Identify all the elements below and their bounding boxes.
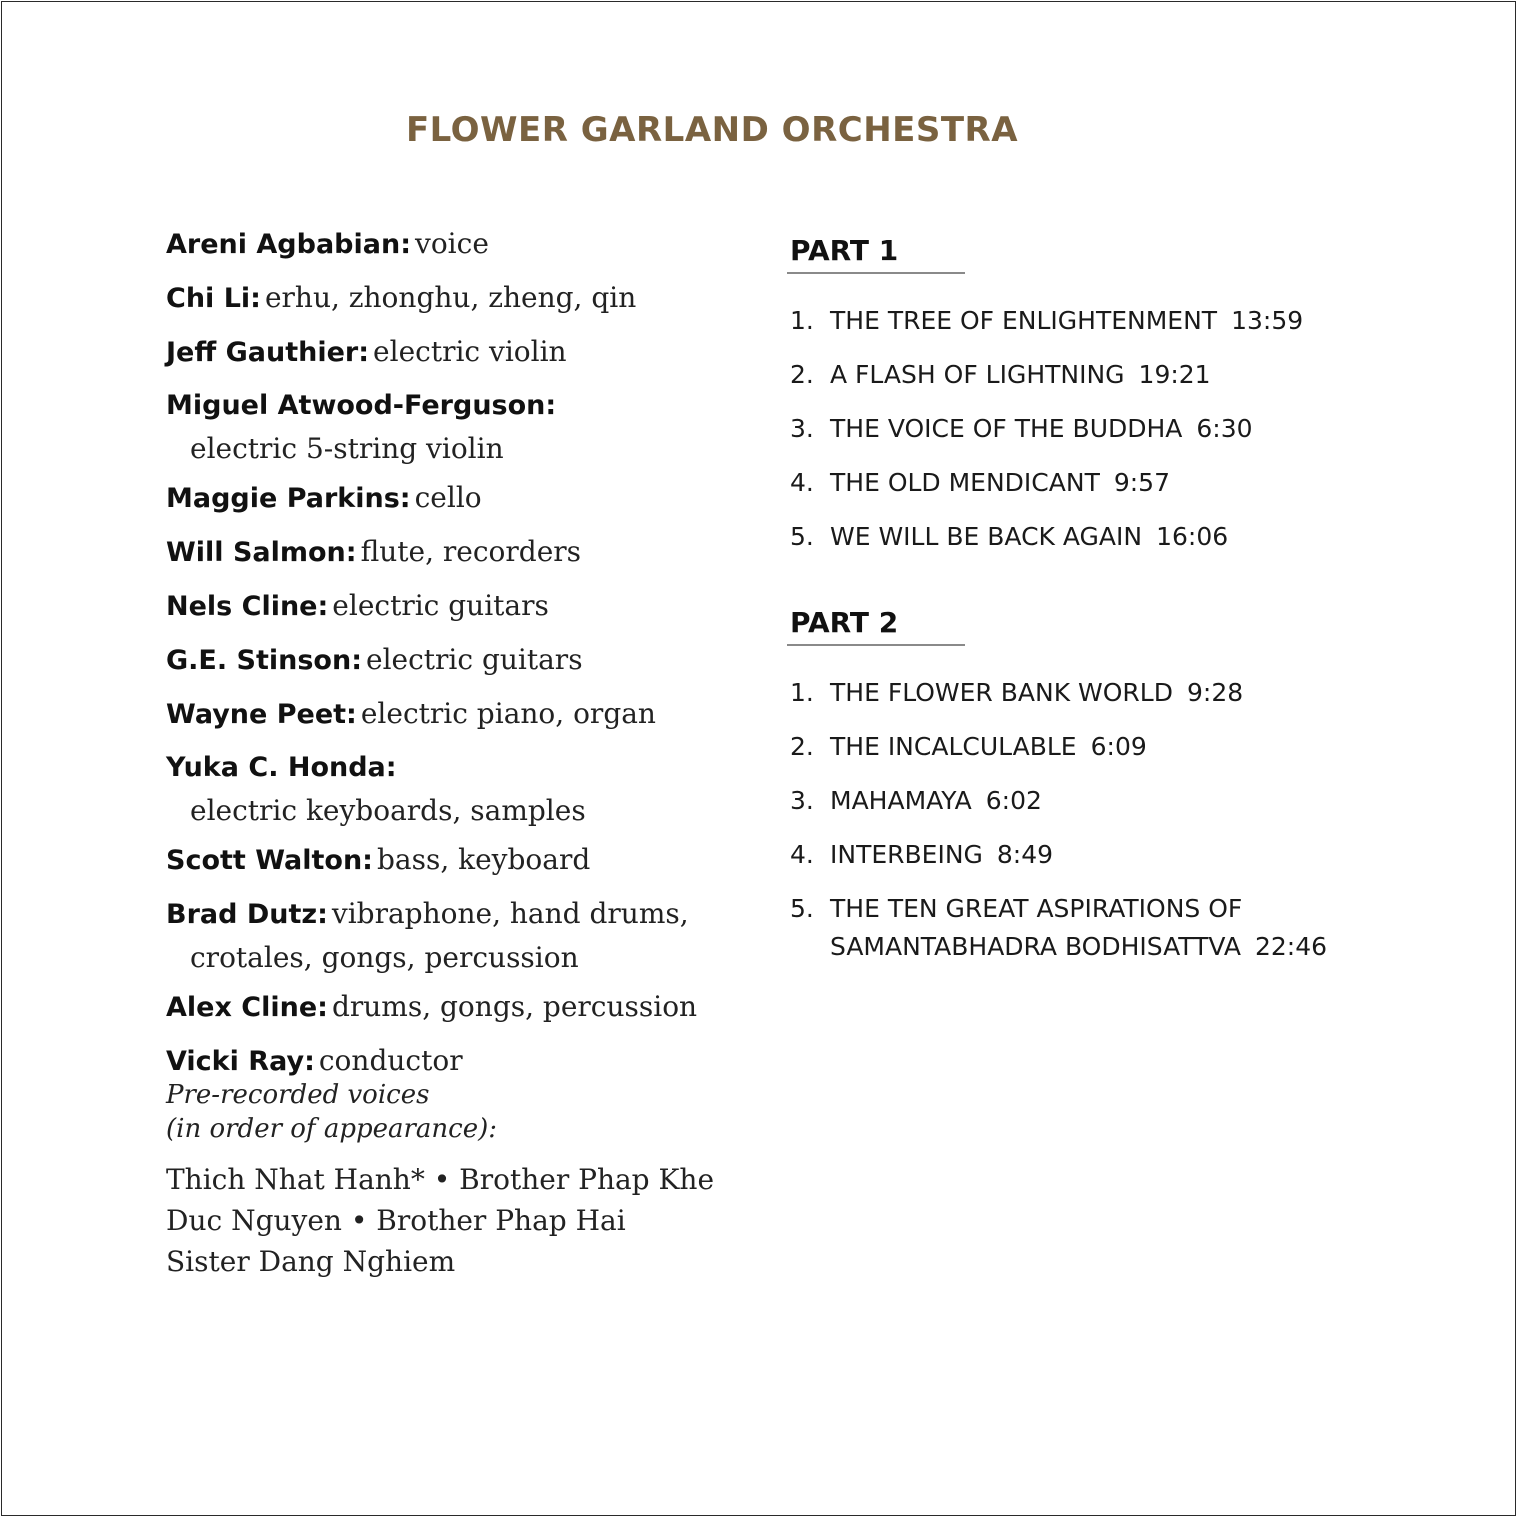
performer-role: electric 5-string violin	[190, 432, 504, 465]
performer-name: G.E. Stinson:	[166, 645, 362, 676]
performer-role: vibraphone, hand drums,	[331, 897, 689, 930]
performer-name: Alex Cline:	[166, 992, 328, 1023]
track-title: A FLASH OF LIGHTNING	[830, 360, 1125, 389]
part-heading-rule	[787, 272, 965, 274]
performer-item	[166, 332, 726, 376]
performer-item	[166, 478, 726, 522]
track-title: THE FLOWER BANK WORLD	[830, 678, 1173, 707]
performer-name: Miguel Atwood-Ferguson:	[166, 390, 557, 421]
performer-role: electric piano, organ	[360, 697, 656, 730]
performer-name: Yuka C. Honda:	[166, 752, 397, 783]
track-title: INTERBEING	[830, 840, 983, 869]
voices-heading-line: Pre-recorded voices	[166, 1080, 430, 1110]
performer-name: Brad Dutz:	[166, 899, 328, 930]
performer-item	[166, 748, 726, 830]
track-number: 5.	[790, 894, 814, 923]
performer-role: electric violin	[373, 335, 567, 368]
performer-item	[166, 224, 726, 268]
voices-line: Sister Dang Nghiem	[166, 1245, 456, 1278]
track-title: THE INCALCULABLE	[830, 732, 1077, 761]
performer-name: Maggie Parkins:	[166, 483, 411, 514]
performer-name: Will Salmon:	[166, 537, 357, 568]
track-number: 4.	[790, 840, 814, 869]
part-heading: PART 2	[790, 606, 899, 639]
track-number: 3.	[790, 414, 814, 443]
performer-role: voice	[415, 227, 489, 260]
performer-name: Nels Cline:	[166, 591, 329, 622]
track-item	[790, 728, 1430, 766]
performer-name: Wayne Peet:	[166, 699, 357, 730]
track-item	[790, 674, 1430, 712]
track-title: THE VOICE OF THE BUDDHA	[830, 414, 1183, 443]
performer-item	[166, 640, 726, 684]
part-heading: PART 1	[790, 234, 899, 267]
performer-role: bass, keyboard	[376, 843, 591, 876]
performer-item	[166, 894, 726, 977]
track-number: 4.	[790, 468, 814, 497]
track-item	[790, 410, 1430, 448]
performer-item	[166, 987, 726, 1031]
performer-item	[166, 586, 726, 630]
page-title: FLOWER GARLAND ORCHESTRA	[405, 110, 1019, 150]
performer-name: Areni Agbabian:	[166, 229, 411, 260]
track-list	[790, 302, 1430, 556]
track-number: 1.	[790, 306, 814, 335]
performer-role-continued: crotales, gongs, percussion	[190, 941, 579, 974]
track-title: THE TEN GREAT ASPIRATIONS OF SAMANTABHADRA BODHISATTVA	[830, 894, 1243, 961]
track-number: 2.	[790, 732, 814, 761]
part-2-section	[790, 605, 1430, 982]
track-number: 1.	[790, 678, 814, 707]
track-item	[790, 518, 1430, 556]
voices-line: Duc Nguyen • Brother Phap Hai	[166, 1204, 626, 1237]
voices-line: Thich Nhat Hanh* • Brother Phap Khe	[166, 1163, 715, 1196]
track-item	[790, 464, 1430, 502]
part-heading-rule	[787, 644, 965, 646]
track-duration: 13:59	[1231, 306, 1304, 335]
track-title: THE TREE OF ENLIGHTENMENT	[830, 306, 1218, 335]
performer-name: Scott Walton:	[166, 845, 373, 876]
track-item	[790, 836, 1430, 874]
part-1-section	[790, 233, 1430, 572]
track-item	[790, 782, 1430, 820]
performer-role: electric keyboards, samples	[190, 794, 586, 827]
track-duration: 6:09	[1090, 732, 1147, 761]
track-list	[790, 674, 1430, 966]
performer-role: flute, recorders	[360, 535, 582, 568]
performer-role: erhu, zhonghu, zheng, qin	[264, 281, 637, 314]
track-item	[790, 890, 1430, 966]
voices-heading	[166, 1078, 726, 1146]
track-title: THE OLD MENDICANT	[830, 468, 1100, 497]
track-number: 2.	[790, 360, 814, 389]
performer-item	[166, 386, 726, 468]
track-duration: 8:49	[996, 840, 1054, 869]
track-duration: 6:02	[985, 786, 1042, 815]
performer-role: cello	[414, 481, 482, 514]
voices-list	[166, 1159, 746, 1282]
performer-name: Chi Li:	[166, 283, 261, 314]
performer-item	[166, 694, 726, 738]
performer-list	[166, 224, 726, 1095]
track-duration: 6:30	[1196, 414, 1253, 443]
performer-role: electric guitars	[366, 643, 583, 676]
performer-item	[166, 278, 726, 322]
performer-role: drums, gongs, percussion	[331, 990, 698, 1023]
track-duration: 9:28	[1186, 678, 1244, 707]
track-duration: 22:46	[1254, 932, 1328, 961]
performer-item	[166, 532, 726, 576]
track-number: 5.	[790, 522, 814, 551]
track-duration: 16:06	[1156, 522, 1229, 551]
performer-item	[166, 840, 726, 884]
track-item	[790, 302, 1430, 340]
track-duration: 19:21	[1138, 360, 1211, 389]
track-title: WE WILL BE BACK AGAIN	[830, 522, 1143, 551]
performer-role: conductor	[318, 1044, 463, 1077]
track-duration: 9:57	[1113, 468, 1170, 497]
track-number: 3.	[790, 786, 814, 815]
page-frame	[1, 1, 1516, 1516]
voices-heading-line: (in order of appearance):	[166, 1114, 498, 1144]
track-item	[790, 356, 1430, 394]
performer-name: Jeff Gauthier:	[166, 337, 370, 368]
performer-role: electric guitars	[332, 589, 549, 622]
performer-name: Vicki Ray:	[166, 1046, 315, 1077]
track-title: MAHAMAYA	[830, 786, 972, 815]
